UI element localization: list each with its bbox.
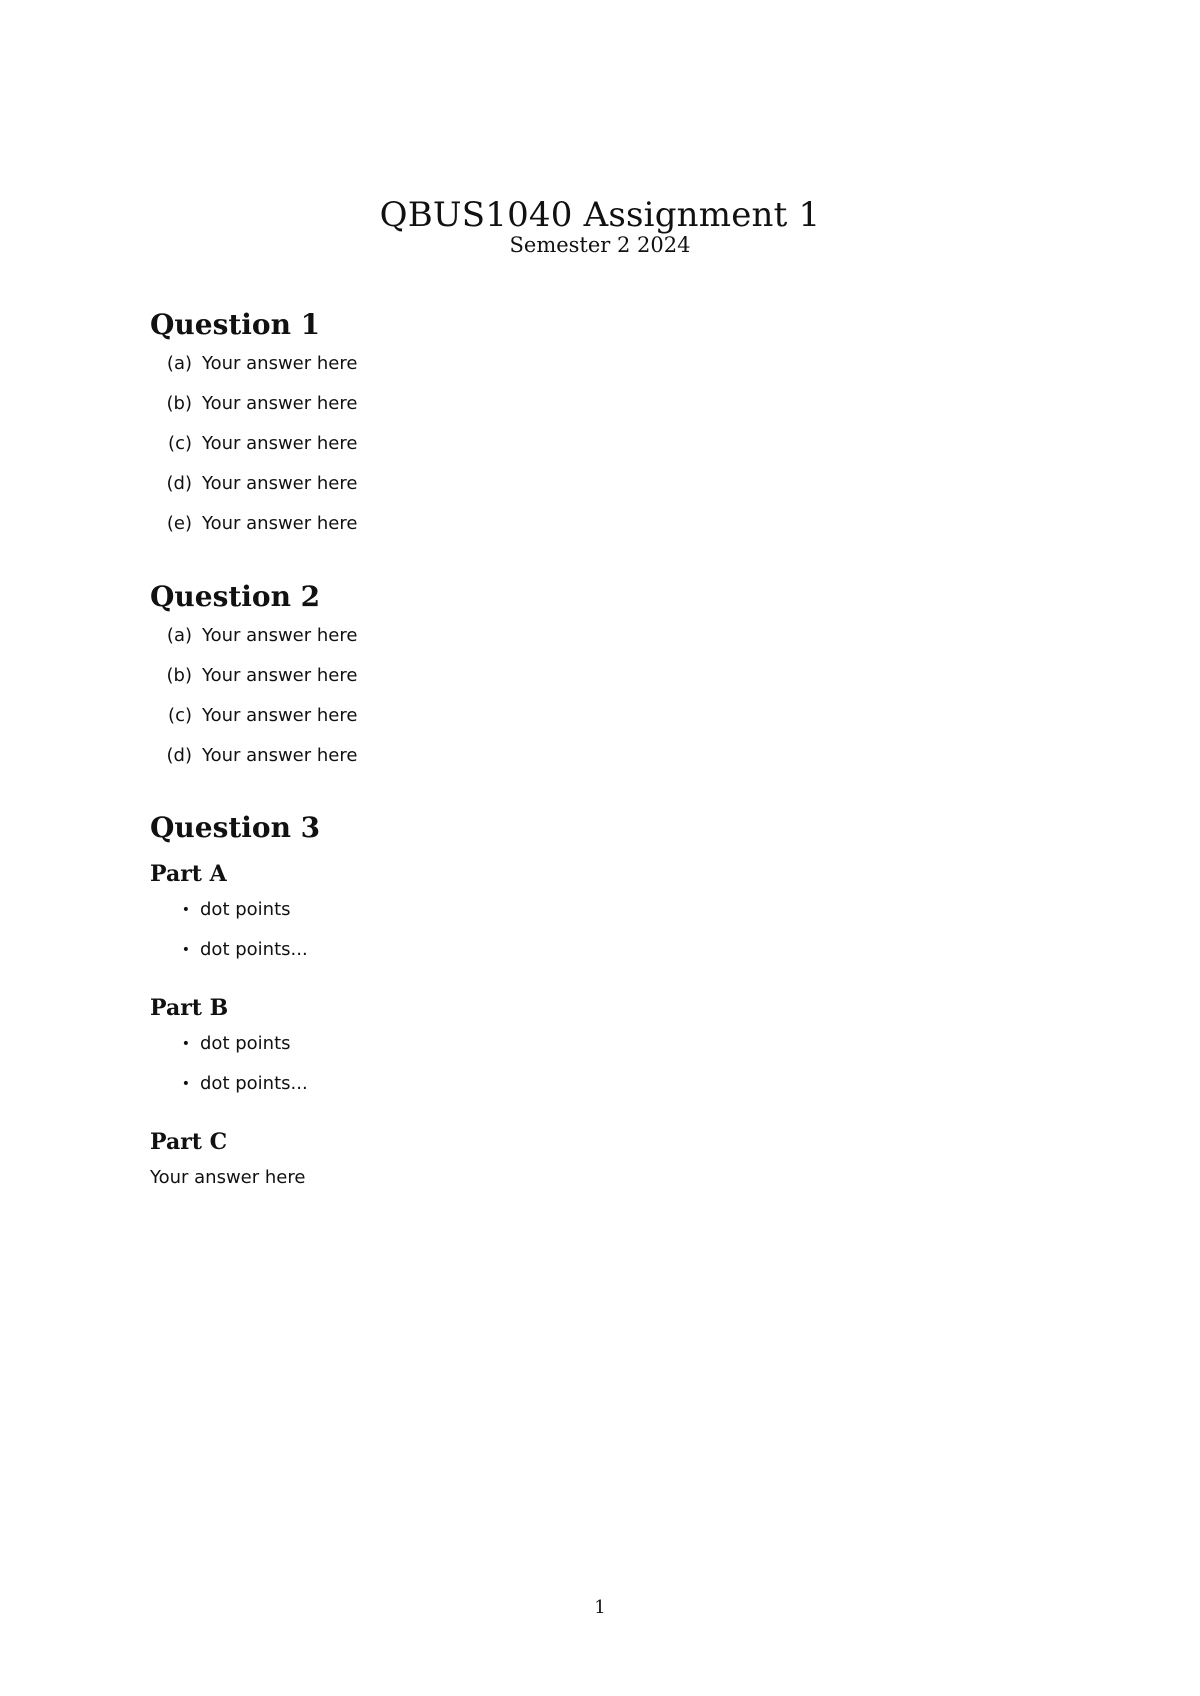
list-item [150, 392, 1050, 416]
item-label: (b) [166, 393, 192, 414]
page-number: 1 [594, 1597, 606, 1618]
answer-text: Your answer here [202, 393, 358, 414]
part-a-section [150, 860, 1050, 990]
part-a-bullet-list [150, 898, 1050, 962]
part-b-heading: Part B [150, 995, 229, 1021]
answer-text: Your answer here [202, 433, 358, 454]
question-2-heading: Question 2 [150, 580, 321, 613]
question-3-section [150, 811, 1050, 1188]
answer-text: Your answer here [202, 353, 358, 374]
list-item [150, 744, 1050, 768]
list-item [150, 938, 1050, 962]
item-label: (c) [168, 705, 192, 726]
bullet-text: dot points... [200, 939, 308, 960]
answer-text: Your answer here [202, 473, 358, 494]
bullet-icon: • [181, 902, 190, 918]
list-item [150, 664, 1050, 688]
answer-text: Your answer here [202, 625, 358, 646]
bullet-text: dot points... [200, 1073, 308, 1094]
part-b-bullet-list [150, 1032, 1050, 1096]
list-item [150, 352, 1050, 376]
list-item [150, 1072, 1050, 1096]
list-item [150, 472, 1050, 496]
bullet-text: dot points [200, 899, 291, 920]
part-a-heading: Part A [150, 861, 227, 887]
question-1-section [150, 308, 1050, 566]
bullet-text: dot points [200, 1033, 291, 1054]
question-1-answer-list [150, 352, 1050, 536]
item-label: (e) [166, 513, 192, 534]
bullet-icon: • [181, 1036, 190, 1052]
list-item [150, 898, 1050, 922]
bullet-icon: • [181, 1076, 190, 1092]
list-item [150, 624, 1050, 648]
question-2-section [150, 580, 1050, 798]
question-1-heading: Question 1 [150, 308, 321, 341]
document-subtitle: Semester 2 2024 [509, 233, 691, 257]
list-item [150, 512, 1050, 536]
item-label: (d) [166, 473, 192, 494]
answer-text: Your answer here [202, 665, 358, 686]
question-2-answer-list [150, 624, 1050, 768]
answer-text: Your answer here [202, 513, 358, 534]
part-b-section [150, 994, 1050, 1124]
part-c-heading: Part C [150, 1129, 228, 1155]
item-label: (a) [166, 353, 192, 374]
item-label: (d) [166, 745, 192, 766]
question-3-heading: Question 3 [150, 811, 321, 844]
item-label: (a) [166, 625, 192, 646]
list-item [150, 432, 1050, 456]
part-c-answer-text: Your answer here [150, 1167, 306, 1188]
list-item [150, 704, 1050, 728]
answer-text: Your answer here [202, 705, 358, 726]
list-item [150, 1032, 1050, 1056]
document-title: QBUS1040 Assignment 1 [379, 194, 821, 235]
answer-text: Your answer here [202, 745, 358, 766]
part-c-section [150, 1128, 1050, 1190]
item-label: (c) [168, 433, 192, 454]
bullet-icon: • [181, 942, 190, 958]
item-label: (b) [166, 665, 192, 686]
